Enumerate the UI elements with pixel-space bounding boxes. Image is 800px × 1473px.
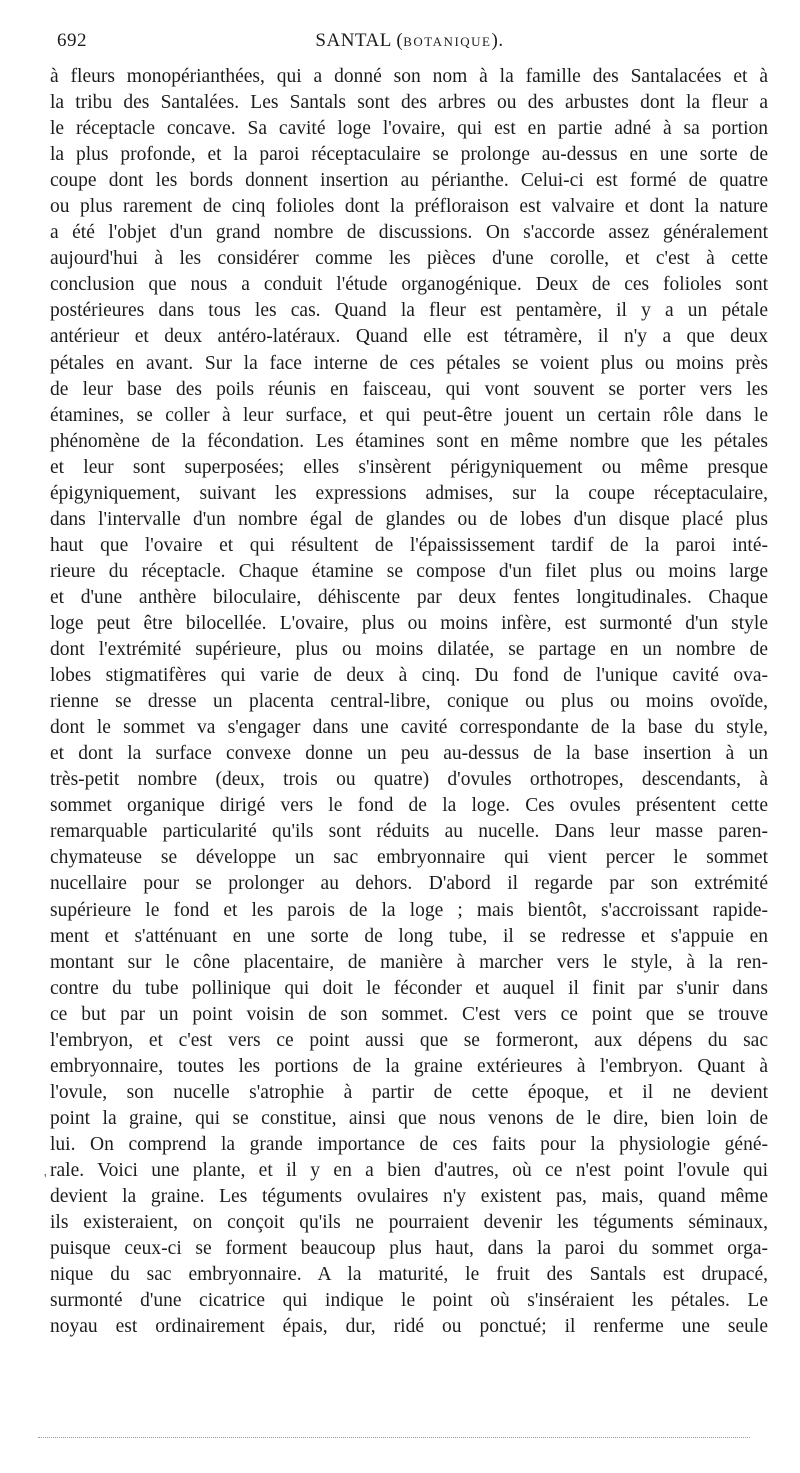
text-line: ils existeraient, on conçoit qu'ils ne pourraient devenir les téguments séminaux, [50,1212,768,1234]
text-line: dans l'intervalle d'un nombre égal de glandes ou de lobes d'un disque placé plus [50,508,768,530]
text-line: et dont la surface convexe donne un peu au-dessus de la base insertion à un [50,743,768,765]
text-line: supérieure le fond et les parois de la loge ; mais bientôt, s'accroissant rapide- [50,899,768,921]
text-line: contre du tube pollinique qui doit le féconder et auquel il finit par s'unir dans [50,977,768,999]
text-line: chymateuse se développe un sac embryonnaire qui vient percer le sommet [50,847,768,869]
text-line: l'ovule, son nucelle s'atrophie à partir de cette époque, et il ne devient [50,1081,768,1103]
text-line: noyau est ordinairement épais, dur, ridé ou ponctué; il renferme une seule [50,1316,768,1338]
text-line: devient la graine. Les téguments ovulaires n'y existent pas, mais, quand même [50,1186,768,1208]
running-head-end: ). [491,30,504,51]
running-head-title: SANTAL ( [315,30,404,51]
running-head [57,30,762,52]
text-line: phénomène de la fécondation. Les étamines sont en même nombre que les pétales [50,430,768,452]
text-line: l'embryon, et c'est vers ce point aussi que se formeront, aux dépens du sac [50,1029,768,1051]
text-line: rale. Voici une plante, et il y en a bien d'autres, où ce n'est point l'ovule qui [50,1159,768,1181]
text-line: rienne se dresse un placenta central-libre, conique ou plus ou moins ovoïde, [50,691,768,713]
text-line: coupe dont les bords donnent insertion au périanthe. Celui-ci est formé de quatre [50,170,768,192]
text-line: point la graine, qui se constitue, ainsi que nous venons de le dire, bien loin de [50,1107,768,1129]
text-line: embryonnaire, toutes les portions de la graine extérieures à l'embryon. Quant à [50,1055,768,1077]
text-line: surmonté d'une cicatrice qui indique le point où s'inséraient les pétales. Le [50,1290,768,1312]
text-line: a été l'objet d'un grand nombre de discussions. On s'accorde assez généralement [50,222,768,244]
text-line: ment et s'atténuant en une sorte de long tube, il se redresse et s'appuie en [50,925,768,947]
text-line: lui. On comprend la grande importance de ces faits pour la physiologie géné- [50,1133,768,1155]
text-line: lobes stigmatifères qui varie de deux à cinq. Du fond de l'unique cavité ova- [50,665,768,687]
text-line: sommet organique dirigé vers le fond de la loge. Ces ovules présentent cette [50,795,768,817]
margin-mark: ' [44,1172,47,1187]
text-line: antérieur et deux antéro-latéraux. Quand elle est tétramère, il n'y a que deux [50,326,768,348]
text-line: pétales en avant. Sur la face interne de ces pétales se voient plus ou moins près [50,352,768,374]
text-line: puisque ceux-ci se forment beaucoup plus haut, dans la paroi du sommet orga- [50,1238,768,1260]
text-line: dont le sommet va s'engager dans une cavité correspondante de la base du style, [50,717,768,739]
text-line: de leur base des poils réunis en faisceau, qui vont souvent se porter vers les [50,378,768,400]
text-line: nucellaire pour se prolonger au dehors. D'abord il regarde par son extrémité [50,873,768,895]
text-line: épigyniquement, suivant les expressions admises, sur la coupe réceptaculaire, [50,482,768,504]
text-line: et d'une anthère biloculaire, déhiscente par deux fentes longitudinales. Chaque [50,586,768,608]
text-line: très-petit nombre (deux, trois ou quatre) d'ovules orthotropes, descendants, à [50,769,768,791]
text-line: et leur sont superposées; elles s'insèrent périgyniquement ou même presque [50,456,768,478]
text-line: remarquable particularité qu'ils sont réduits au nucelle. Dans leur masse paren- [50,821,768,843]
text-line: ce but par un point voisin de son sommet. C'est vers ce point que se trouve [50,1003,768,1025]
text-line: haut que l'ovaire et qui résultent de l'épaississement tardif de la paroi inté- [50,534,768,556]
footer-rule [38,1437,750,1438]
text-line: la plus profonde, et la paroi réceptaculaire se prolonge au-dessus en une sorte de [50,144,768,166]
text-line: rieure du réceptacle. Chaque étamine se compose d'un filet plus ou moins large [50,560,768,582]
text-line: postérieures dans tous les cas. Quand la fleur est pentamère, il y a un pétale [50,300,768,322]
text-line: nique du sac embryonnaire. A la maturité, le fruit des Santals est drupacé, [50,1264,768,1286]
text-line: dont l'extrémité supérieure, plus ou moins dilatée, se partage en un nombre de [50,639,768,661]
text-line: le réceptacle concave. Sa cavité loge l'ovaire, qui est en partie adné à sa portion [50,118,768,140]
text-line: conclusion que nous a conduit l'étude organogénique. Deux de ces folioles sont [50,274,768,296]
page-number: 692 [57,30,87,51]
text-line: aujourd'hui à les considérer comme les pièces d'une corolle, et c'est à cette [50,248,768,270]
text-line: ou plus rarement de cinq folioles dont la préfloraison est valvaire et dont la nature [50,196,768,218]
text-line: loge peut être bilocellée. L'ovaire, plus ou moins infère, est surmonté d'un style [50,612,768,634]
body-text [50,64,768,1340]
text-line: la tribu des Santalées. Les Santals sont des arbres ou des arbustes dont la fleur a [50,92,768,114]
running-head-subtitle: BOTANIQUE [403,34,492,49]
text-line: étamines, se coller à leur surface, et qui peut-être jouent un certain rôle dans le [50,404,768,426]
text-line: montant sur le cône placentaire, de manière à marcher vers le style, à la ren- [50,951,768,973]
page-header [57,30,762,56]
text-line: à fleurs monopérianthées, qui a donné son nom à la famille des Santalacées et à [50,66,768,87]
